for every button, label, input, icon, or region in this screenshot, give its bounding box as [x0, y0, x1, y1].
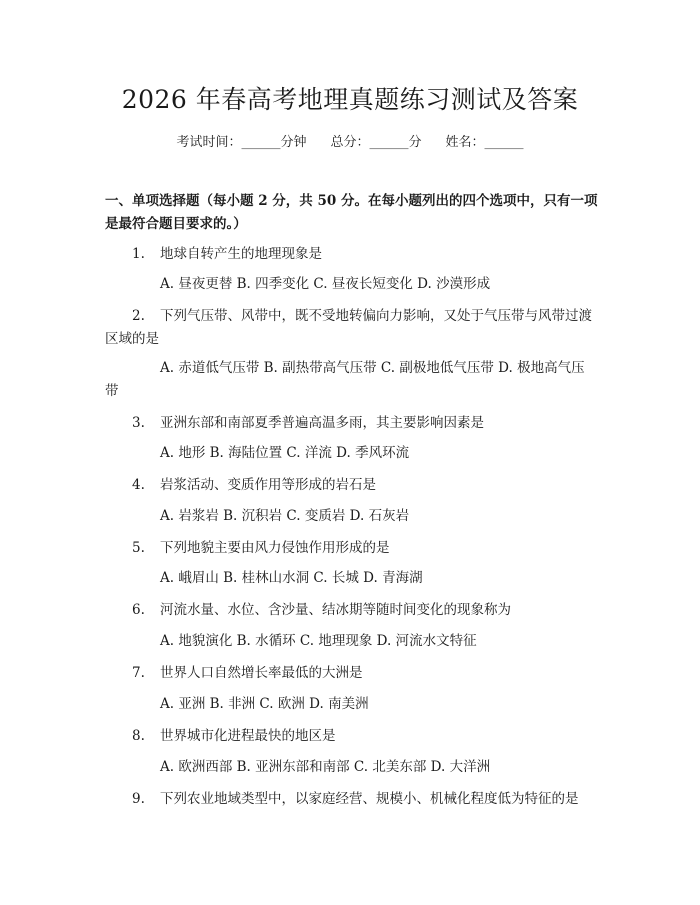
question-6-options — [105, 630, 595, 653]
options-text: A. 欧洲西部 B. 亚洲东部和南部 C. 北美东部 D. 大洋洲 — [160, 759, 491, 775]
question-5-options — [105, 567, 595, 590]
options-text: A. 峨眉山 B. 桂林山水洞 C. 长城 D. 青海湖 — [160, 570, 423, 586]
question-text: 世界人口自然增长率最低的大洲是 — [160, 665, 363, 681]
question-number: 7. — [132, 665, 145, 681]
question-4-options — [105, 505, 595, 528]
question-2 — [105, 305, 605, 351]
question-3 — [105, 412, 605, 435]
question-number: 6. — [132, 602, 145, 618]
question-text: 岩浆活动、变质作用等形成的岩石是 — [160, 477, 376, 493]
question-number: 8. — [132, 728, 145, 744]
question-8-options — [105, 756, 595, 779]
question-number: 5. — [132, 540, 145, 556]
question-text: 下列农业地域类型中，以家庭经营、规模小、机械化程度低为特征的是 — [160, 791, 579, 807]
question-text: 河流水量、水位、含沙量、结冰期等随时间变化的现象称为 — [160, 602, 511, 618]
question-text: 地球自转产生的地理现象是 — [160, 246, 322, 262]
options-text: A. 昼夜更替 B. 四季变化 C. 昼夜长短变化 D. 沙漠形成 — [160, 276, 491, 292]
page-title: 2026 年春高考地理真题练习测试及答案 — [121, 85, 579, 114]
question-8 — [105, 725, 605, 748]
question-text: 亚洲东部和南部夏季普遍高温多雨，其主要影响因素是 — [160, 415, 484, 431]
question-number: 9. — [132, 791, 145, 807]
exam-info-line — [0, 131, 700, 150]
options-text: A. 地貌演化 B. 水循环 C. 地理现象 D. 河流水文特征 — [160, 633, 477, 649]
options-text: A. 亚洲 B. 非洲 C. 欧洲 D. 南美洲 — [160, 696, 369, 712]
question-5 — [105, 537, 605, 560]
question-9 — [105, 788, 625, 811]
question-7-options — [105, 693, 595, 716]
question-1-options — [105, 273, 595, 296]
options-text: A. 岩浆岩 B. 沉积岩 C. 变质岩 D. 石灰岩 — [160, 508, 410, 524]
exam-time-field: 考试时间：______分钟 — [176, 135, 307, 150]
question-number: 3. — [132, 415, 145, 431]
question-text: 下列地貌主要由风力侵蚀作用形成的是 — [160, 540, 390, 556]
total-score-field: 总分：______分 — [330, 135, 422, 150]
question-1 — [105, 243, 605, 266]
question-text: 世界城市化进程最快的地区是 — [160, 728, 336, 744]
question-text: 下列气压带、风带中，既不受地转偏向力影响，又处于气压带与风带过渡区域的是 — [105, 308, 592, 347]
options-text: A. 地形 B. 海陆位置 C. 洋流 D. 季风环流 — [160, 445, 410, 461]
question-number: 1. — [132, 246, 145, 262]
question-3-options — [105, 442, 595, 465]
question-number: 2. — [132, 308, 145, 324]
question-4 — [105, 474, 605, 497]
question-number: 4. — [132, 477, 145, 493]
options-text: A. 赤道低气压带 B. 副热带高气压带 C. 副极地低气压带 D. 极地高气压带 — [105, 360, 585, 399]
question-7 — [105, 662, 605, 685]
question-6 — [105, 599, 605, 622]
question-2-options — [105, 357, 595, 403]
section-heading: 一、单项选择题（每小题 2 分，共 50 分。在每小题列出的四个选项中，只有一项是最符合题目要求的。） — [105, 193, 598, 232]
student-name-field: 姓名：______ — [445, 135, 524, 150]
